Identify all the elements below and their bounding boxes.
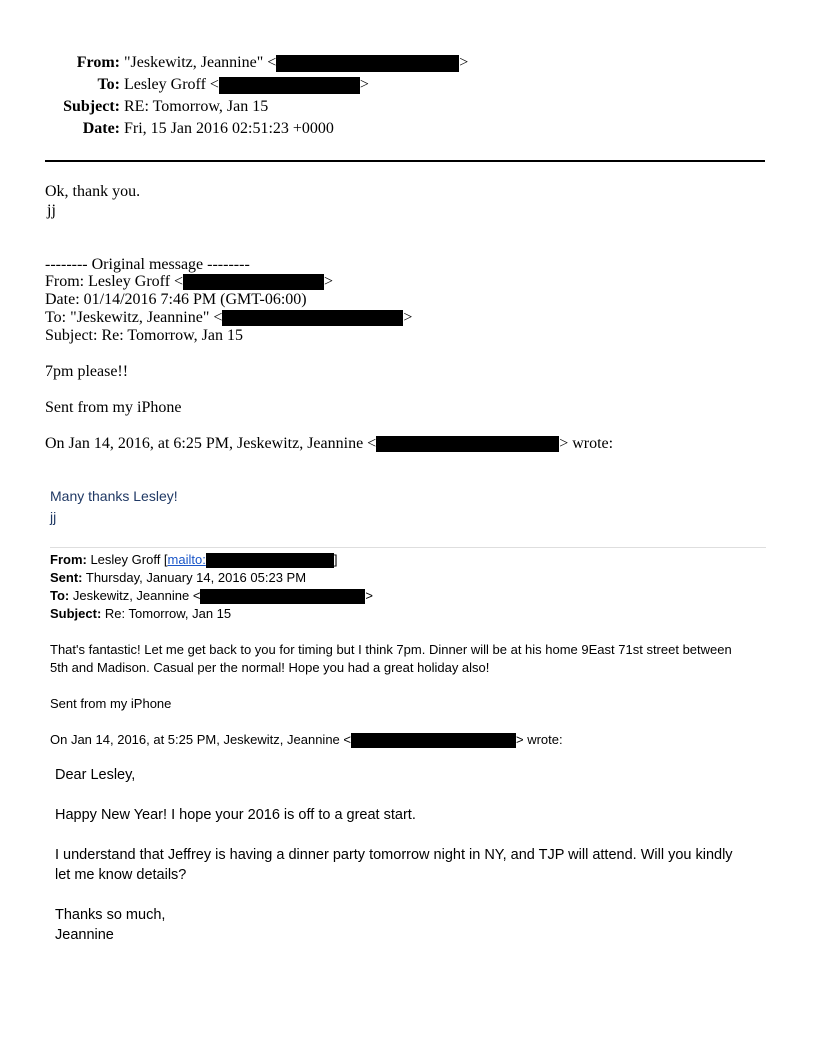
forward-to-label: To: — [50, 588, 70, 603]
original-signature: Sent from my iPhone — [45, 399, 182, 416]
original-wrote-prefix: On Jan 14, 2016, at 6:25 PM, Jeskewitz, Jeannine < — [45, 435, 377, 452]
header-date-row — [0, 118, 334, 140]
header-subject-label: Subject: — [63, 98, 120, 115]
header-from-end: > — [459, 54, 469, 71]
thanks-line-1: Many thanks Lesley! — [50, 488, 178, 504]
first-signature-name: Jeannine — [55, 927, 114, 943]
original-from-end: > — [324, 273, 334, 290]
header-to-value: Lesley Groff < — [124, 76, 219, 93]
forward-wrote-prefix: On Jan 14, 2016, at 5:25 PM, Jeskewitz, Jeannine < — [50, 732, 351, 747]
forward-subject-label: Subject: — [50, 606, 102, 621]
forward-divider — [50, 547, 766, 548]
forward-signature: Sent from my iPhone — [50, 696, 172, 711]
forward-sent-row — [50, 569, 306, 587]
forward-to-end: > — [365, 588, 373, 603]
first-greeting: Dear Lesley, — [55, 767, 136, 783]
header-from-row — [0, 52, 468, 74]
forward-to-value: Jeskewitz, Jeannine < — [69, 588, 201, 603]
forward-wrote-row — [50, 731, 563, 749]
original-wrote-suffix: > wrote: — [559, 435, 614, 452]
header-divider — [45, 160, 765, 162]
redaction-block — [376, 436, 559, 452]
original-to-end: > — [403, 309, 413, 326]
forward-from-row — [50, 551, 337, 569]
redaction-block — [219, 77, 360, 94]
forward-body-line-1: That's fantastic! Let me get back to you for timing but I think 7pm. Dinner will be at his home 9East 71st street between — [50, 642, 732, 657]
header-subject-row — [0, 96, 268, 118]
forward-body-line-2: 5th and Madison. Casual per the normal! Hope you had a great holiday also! — [50, 660, 490, 675]
original-subject: Subject: Re: Tomorrow, Jan 15 — [45, 327, 243, 344]
reply-line-1: Ok, thank you. — [45, 183, 141, 200]
header-date-value: Fri, 15 Jan 2016 02:51:23 +0000 — [124, 120, 334, 137]
redaction-block — [276, 55, 459, 72]
forward-to-row — [50, 587, 373, 605]
header-to-label: To: — [97, 76, 120, 93]
header-from-value: "Jeskewitz, Jeannine" < — [124, 54, 277, 71]
original-date: Date: 01/14/2016 7:46 PM (GMT-06:00) — [45, 291, 307, 308]
redaction-block — [222, 310, 403, 326]
forward-from-label: From: — [50, 552, 87, 567]
redaction-block — [183, 274, 324, 290]
original-from-row — [45, 273, 333, 291]
first-paragraph-2-line-2: let me know details? — [55, 867, 187, 883]
header-from-label: From: — [76, 54, 120, 71]
forward-sent-label: Sent: — [50, 570, 83, 585]
forward-sent-value: Thursday, January 14, 2016 05:23 PM — [82, 570, 307, 585]
forward-wrote-suffix: > wrote: — [516, 732, 563, 747]
mailto-link[interactable]: mailto: — [167, 552, 206, 567]
forward-from-end: ] — [333, 552, 338, 567]
original-from: From: Lesley Groff < — [45, 273, 184, 290]
reply-line-2: jj — [47, 202, 56, 219]
redaction-block — [200, 589, 365, 604]
header-to-row — [0, 74, 369, 96]
original-to-row — [45, 309, 412, 327]
original-body: 7pm please!! — [45, 363, 129, 380]
redaction-block — [351, 733, 516, 748]
header-subject-value: RE: Tomorrow, Jan 15 — [124, 98, 269, 115]
redaction-block — [206, 553, 334, 568]
first-paragraph-2-line-1: I understand that Jeffrey is having a dinner party tomorrow night in NY, and TJP will attend. Will you kindly — [55, 847, 733, 863]
forward-from-value: Lesley Groff [ — [86, 552, 168, 567]
forward-subject-row — [50, 605, 231, 623]
first-closing: Thanks so much, — [55, 907, 166, 923]
forward-subject-value: Re: Tomorrow, Jan 15 — [101, 606, 232, 621]
original-separator: -------- Original message -------- — [45, 256, 250, 273]
original-to: To: "Jeskewitz, Jeannine" < — [45, 309, 223, 326]
header-date-label: Date: — [82, 120, 120, 137]
original-wrote-row — [45, 435, 613, 453]
first-paragraph-1: Happy New Year! I hope your 2016 is off to a great start. — [55, 807, 416, 823]
thanks-line-2: jj — [50, 509, 57, 525]
header-to-end: > — [359, 76, 369, 93]
